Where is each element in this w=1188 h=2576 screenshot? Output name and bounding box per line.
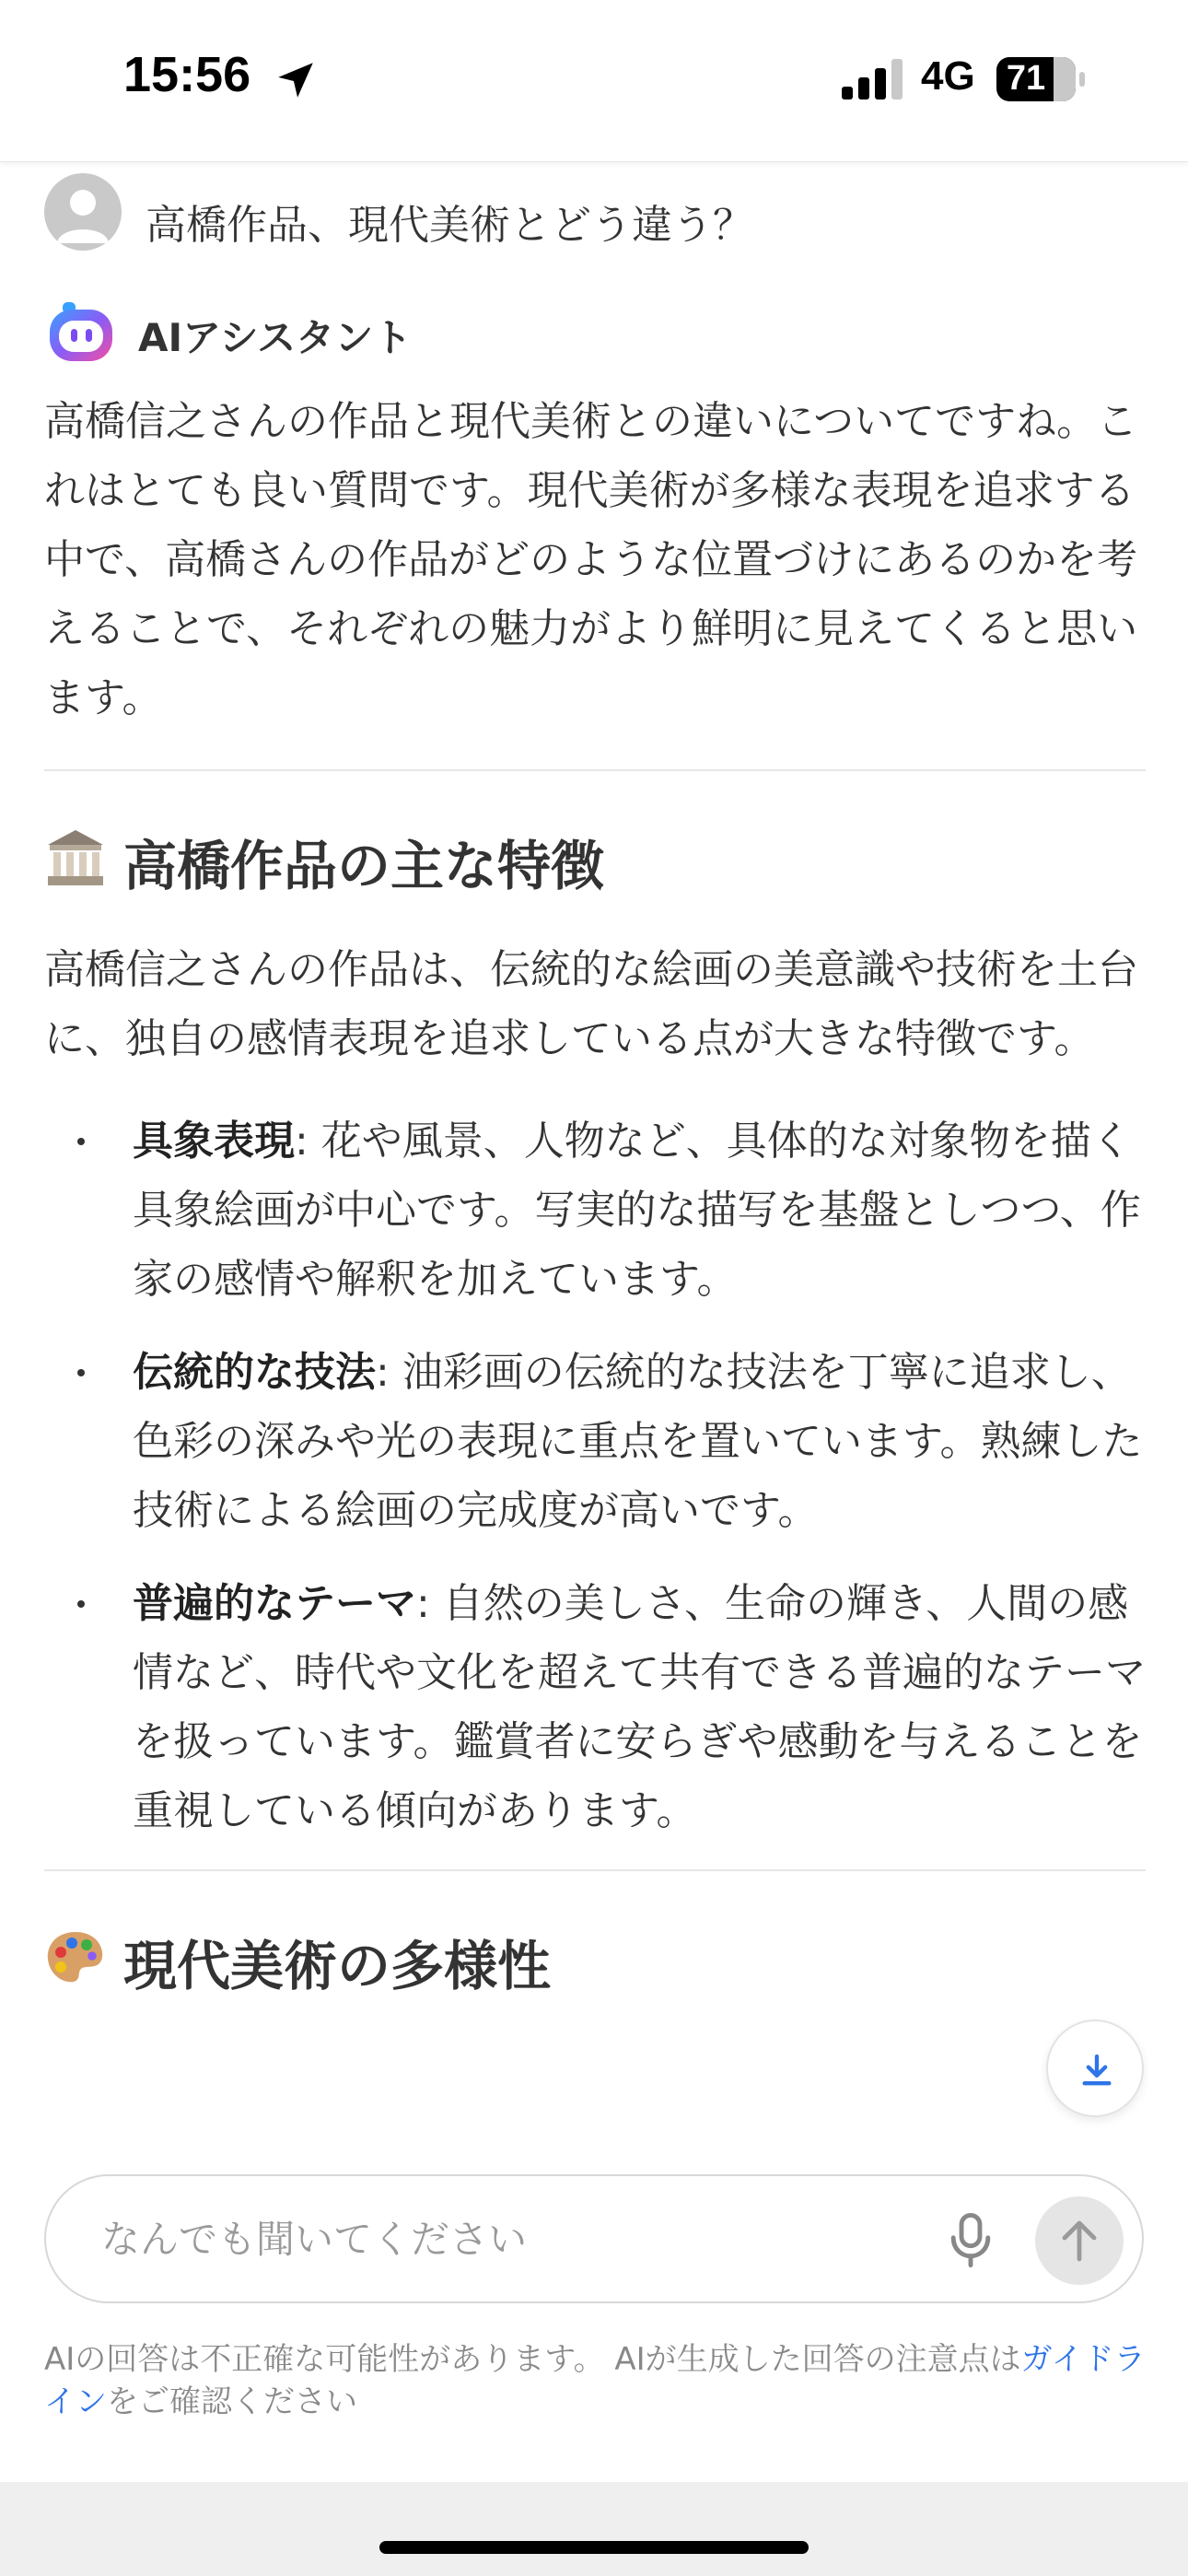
section-heading-2-text: 現代美術の多様性 [123,1935,552,1997]
list-item [133,1338,1146,1545]
list-item-term: 普遍的なテーマ [133,1580,416,1627]
home-indicator[interactable] [379,2541,809,2554]
chat-input-bar [44,2174,1144,2303]
intro-paragraph: 高橋信之さんの作品と現代美術との違いについてですね。これはとても良い質問です。現代美術が多様な表現を追求する中で、高橋さんの作品がどのような位置づけにあるのかを考えることで、それぞれの魅力がより鮮明に見えてくると思います。 [44,398,1138,721]
content-fade [0,2091,1188,2174]
disclaimer [44,2338,1149,2423]
disclaimer-text: AIの回答は不正確な可能性があります。 AIが生成した回答の注意点は [44,2341,1021,2378]
assistant-name: AIアシスタント [138,315,413,360]
divider [44,769,1146,771]
artist-palette-icon [44,1926,107,1989]
battery-level: 71 [1006,59,1046,98]
status-bar [0,0,1188,162]
feature-list [44,1107,1146,1845]
assistant-response [44,387,1146,1997]
microphone-icon[interactable] [945,2211,996,2268]
section-heading-2 [44,1919,1146,1997]
section-heading-1-text: 高橋作品の主な特徴 [123,835,605,897]
list-item [133,1569,1146,1845]
section-heading-1 [44,819,1146,897]
section-1-paragraph: 高橋信之さんの作品は、伝統的な絵画の美意識や技術を土台に、独自の感情表現を追求している点が大きな特徴です。 [44,946,1138,1062]
download-arrow-icon [1078,2052,1115,2089]
list-item-text: : 自然の美しさ、生命の輝き、人間の感情など、時代や文化を超えて共有できる普遍的なテーマを扱っています。鑑賞者に安らぎや感動を与えることを重視している傾向があります。 [133,1580,1146,1834]
battery-icon [996,57,1085,101]
assistant-robot-icon [48,300,114,363]
list-item [133,1107,1146,1314]
user-avatar-icon [44,173,122,251]
cellular-signal-icon [842,59,903,100]
disclaimer-suffix: をご確認ください [107,2383,357,2420]
user-message-text: 高橋作品、現代美術とどう違う？ [146,202,753,249]
classical-building-icon [44,826,107,889]
arrow-up-icon [1059,2219,1100,2263]
list-item-text: : 油彩画の伝統的な技法を丁寧に追求し、色彩の深みや光の表現に重点を置いています。熟練した技術による絵画の完成度が高いです。 [133,1349,1143,1534]
home-area [0,2482,1188,2576]
location-arrow-icon [273,57,319,103]
scroll-to-bottom-button[interactable] [1046,2020,1144,2117]
chat-input[interactable] [101,2211,930,2266]
send-button[interactable] [1035,2196,1124,2285]
guidelines-link[interactable]: ガイドライン [44,2341,1146,2420]
divider [44,1869,1146,1871]
list-item-text: : 花や風景、人物など、具体的な対象物を描く具象絵画が中心です。写実的な描写を基盤としつつ、作家の感情や解釈を加えています。 [133,1118,1141,1303]
network-type: 4G [921,53,975,99]
user-message [44,173,1149,252]
assistant-header [44,297,597,367]
list-item-term: 具象表現 [133,1118,295,1165]
list-item-term: 伝統的な技法 [133,1349,376,1396]
status-time: 15:56 [123,47,251,102]
